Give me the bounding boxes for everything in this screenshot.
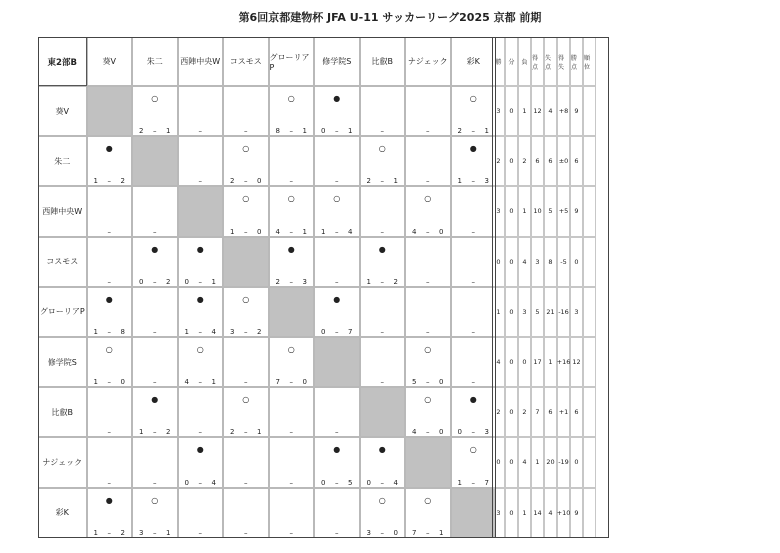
loss-mark-icon: ●: [333, 94, 341, 103]
score-for: 0: [321, 478, 326, 487]
score-against: 2: [166, 277, 171, 286]
stat-value: 2: [496, 408, 501, 417]
stat-value: 3: [496, 107, 501, 116]
stat-value: 17: [533, 358, 542, 367]
stat-value: 5: [535, 307, 540, 316]
score-dash: –: [107, 227, 111, 236]
stat-value: +8: [558, 107, 569, 116]
win-mark-icon: ○: [424, 495, 432, 505]
score-against: 2: [166, 428, 171, 437]
score-separator: –: [153, 127, 157, 136]
score-for: 2: [457, 127, 462, 136]
score-for: 0: [139, 277, 144, 286]
score-separator: –: [289, 378, 293, 387]
score-separator: –: [107, 528, 111, 537]
stat-value: -16: [558, 307, 569, 316]
row-team-name: コスモス: [46, 257, 79, 267]
loss-mark-icon: ●: [469, 395, 477, 405]
win-mark-icon: ○: [424, 194, 432, 204]
score-for: 2: [275, 277, 280, 286]
score-dash: –: [380, 127, 384, 136]
score-separator: –: [335, 478, 339, 487]
stat-value: 2: [496, 157, 501, 166]
score-dash: –: [426, 277, 430, 286]
score-for: 7: [412, 528, 417, 537]
stat-value: +1: [558, 408, 569, 417]
stat-header-label: 負: [521, 59, 528, 66]
stat-value: 2: [522, 157, 527, 166]
stat-value: 9: [574, 207, 579, 216]
loss-mark-icon: ●: [196, 294, 204, 304]
score-against: 2: [120, 528, 125, 537]
stat-value: 8: [548, 257, 553, 266]
score-separator: –: [289, 127, 293, 136]
stat-value: 1: [522, 508, 527, 517]
win-mark-icon: ○: [378, 495, 386, 505]
row-team-name: 西陣中央W: [42, 206, 83, 216]
win-mark-icon: ○: [242, 144, 250, 154]
score-against: 3: [484, 177, 489, 186]
stat-value: 6: [535, 157, 540, 166]
stat-header-label: 失点: [545, 54, 552, 71]
stat-value: 14: [533, 508, 542, 517]
win-mark-icon: ○: [242, 395, 250, 405]
score-for: 4: [412, 227, 417, 236]
score-against: 0: [302, 378, 307, 387]
score-separator: –: [107, 327, 111, 336]
score-dash: –: [335, 428, 339, 437]
stat-value: 6: [548, 157, 553, 166]
column-team-name: グローリアP: [269, 52, 310, 72]
stat-value: -5: [560, 257, 567, 266]
score-separator: –: [198, 478, 202, 487]
loss-mark-icon: ●: [151, 395, 159, 405]
stat-value: 0: [509, 107, 514, 116]
stat-value: 4: [522, 458, 527, 467]
score-dash: –: [426, 127, 430, 136]
score-for: 1: [93, 378, 98, 387]
score-against: 4: [348, 227, 353, 236]
score-for: 1: [93, 177, 98, 186]
column-team-name: 比叡B: [371, 57, 393, 66]
score-against: 2: [120, 177, 125, 186]
score-for: 1: [366, 277, 371, 286]
score-for: 4: [184, 378, 189, 387]
win-mark-icon: ○: [469, 445, 477, 455]
stat-value: 1: [522, 107, 527, 116]
row-team-name: グローリアP: [39, 307, 85, 317]
score-against: 1: [257, 428, 262, 437]
score-against: 1: [211, 378, 216, 387]
score-separator: –: [244, 227, 248, 236]
win-mark-icon: ○: [196, 345, 204, 354]
loss-mark-icon: ●: [196, 445, 204, 455]
score-for: 1: [93, 528, 98, 537]
score-separator: –: [335, 127, 339, 136]
score-dash: –: [471, 327, 475, 336]
score-for: 8: [275, 127, 280, 136]
score-for: 2: [230, 177, 235, 186]
win-mark-icon: ○: [287, 345, 295, 354]
score-dash: –: [107, 478, 111, 487]
score-dash: –: [471, 277, 475, 286]
row-team-name: 修学院S: [47, 357, 77, 367]
score-against: 0: [439, 227, 444, 236]
stat-value: 0: [509, 508, 514, 517]
score-separator: –: [153, 428, 157, 437]
win-mark-icon: ○: [424, 345, 432, 354]
stat-value: 6: [548, 408, 553, 417]
stats-frame: [492, 37, 609, 538]
stat-value: 4: [522, 257, 527, 266]
stat-header-label: 順位: [584, 54, 591, 71]
score-separator: –: [380, 277, 384, 286]
stat-value: ±0: [558, 157, 569, 166]
stat-value: 1: [496, 307, 501, 316]
win-mark-icon: ○: [242, 194, 250, 204]
score-for: 1: [321, 227, 326, 236]
win-mark-icon: ○: [378, 144, 386, 154]
loss-mark-icon: ●: [287, 244, 295, 254]
score-dash: –: [335, 277, 339, 286]
loss-mark-icon: ●: [196, 244, 204, 254]
loss-mark-icon: ●: [105, 144, 113, 154]
stat-value: 21: [546, 307, 555, 316]
score-for: 1: [230, 227, 235, 236]
loss-mark-icon: ●: [378, 244, 386, 254]
score-dash: –: [244, 528, 248, 537]
win-mark-icon: ○: [287, 194, 295, 204]
score-dash: –: [289, 428, 293, 437]
score-dash: –: [198, 428, 202, 437]
stat-value: 0: [574, 458, 579, 467]
grid-frame: [38, 37, 496, 538]
column-team-name: 朱二: [146, 57, 163, 66]
score-for: 0: [184, 277, 189, 286]
page-title: 第6回京都建物杯 JFA U-11 サッカーリーグ2025 京都 前期: [238, 11, 542, 24]
score-separator: –: [471, 177, 475, 186]
column-team-name: コスモス: [229, 57, 262, 66]
score-separator: –: [153, 277, 157, 286]
stat-value: 0: [509, 207, 514, 216]
column-team-name: ナジェック: [407, 57, 448, 66]
score-dash: –: [244, 478, 248, 487]
score-separator: –: [471, 428, 475, 437]
score-for: 0: [366, 478, 371, 487]
win-mark-icon: ○: [469, 94, 477, 103]
score-dash: –: [153, 327, 157, 336]
score-against: 0: [257, 227, 262, 236]
score-for: 1: [457, 478, 462, 487]
score-for: 1: [184, 327, 189, 336]
score-dash: –: [335, 528, 339, 537]
stat-value: 12: [572, 358, 581, 367]
stat-value: 12: [533, 107, 542, 116]
score-separator: –: [244, 177, 248, 186]
stat-header-label: 勝: [495, 59, 502, 66]
stat-value: 3: [496, 207, 501, 216]
score-against: 0: [439, 378, 444, 387]
score-separator: –: [426, 378, 430, 387]
score-dash: –: [198, 177, 202, 186]
stat-value: 1: [522, 207, 527, 216]
loss-mark-icon: ●: [151, 244, 159, 254]
stat-header-label: 得失: [558, 54, 565, 71]
row-team-name: 朱二: [54, 156, 71, 166]
score-dash: –: [244, 127, 248, 136]
stat-value: 7: [535, 408, 540, 417]
score-for: 0: [457, 428, 462, 437]
score-against: 1: [166, 528, 171, 537]
score-dash: –: [153, 378, 157, 387]
stat-value: 3: [496, 508, 501, 517]
score-separator: –: [471, 478, 475, 487]
loss-mark-icon: ●: [333, 445, 341, 455]
column-team-name: 西陣中央W: [180, 57, 221, 66]
score-against: 5: [348, 478, 353, 487]
stat-header-label: 得点: [532, 54, 539, 71]
score-for: 2: [366, 177, 371, 186]
stat-value: 0: [509, 307, 514, 316]
score-separator: –: [471, 127, 475, 136]
stat-value: 20: [546, 458, 555, 467]
score-separator: –: [289, 227, 293, 236]
stat-value: 3: [535, 257, 540, 266]
score-against: 1: [484, 127, 489, 136]
score-dash: –: [107, 277, 111, 286]
score-against: 0: [439, 428, 444, 437]
row-team-name: 彩K: [55, 508, 69, 518]
score-dash: –: [289, 478, 293, 487]
score-for: 0: [321, 327, 326, 336]
score-dash: –: [198, 127, 202, 136]
score-for: 4: [275, 227, 280, 236]
score-separator: –: [198, 378, 202, 387]
corner-label: 東2部B: [47, 57, 77, 68]
stat-value: +5: [558, 207, 569, 216]
score-separator: –: [198, 327, 202, 336]
stat-value: +10: [556, 508, 571, 517]
score-against: 7: [348, 327, 353, 336]
score-for: 1: [457, 177, 462, 186]
loss-mark-icon: ●: [469, 144, 477, 154]
stat-value: 0: [496, 458, 501, 467]
score-dash: –: [335, 177, 339, 186]
score-for: 3: [366, 528, 371, 537]
win-mark-icon: ○: [151, 94, 159, 103]
stat-value: 0: [496, 257, 501, 266]
row-team-name: 葵V: [55, 106, 69, 116]
score-separator: –: [335, 227, 339, 236]
win-mark-icon: ○: [105, 345, 113, 354]
score-for: 7: [275, 378, 280, 387]
stat-value: 9: [574, 107, 579, 116]
score-dash: –: [244, 378, 248, 387]
score-against: 1: [302, 227, 307, 236]
score-dash: –: [289, 177, 293, 186]
score-against: 0: [393, 528, 398, 537]
stat-value: 0: [522, 358, 527, 367]
stat-value: 6: [574, 408, 579, 417]
score-separator: –: [289, 277, 293, 286]
score-dash: –: [471, 227, 475, 236]
score-separator: –: [335, 327, 339, 336]
score-dash: –: [380, 378, 384, 387]
loss-mark-icon: ●: [378, 445, 386, 455]
loss-mark-icon: ●: [105, 294, 113, 304]
score-against: 1: [166, 127, 171, 136]
score-separator: –: [107, 378, 111, 387]
score-for: 2: [230, 428, 235, 437]
score-separator: –: [244, 428, 248, 437]
score-dash: –: [380, 327, 384, 336]
stat-value: 0: [509, 257, 514, 266]
column-team-name: 葵V: [102, 57, 116, 66]
score-against: 7: [484, 478, 489, 487]
score-separator: –: [107, 177, 111, 186]
score-against: 1: [393, 177, 398, 186]
score-for: 3: [230, 327, 235, 336]
score-against: 3: [302, 277, 307, 286]
score-for: 5: [412, 378, 417, 387]
stat-value: 0: [509, 408, 514, 417]
column-team-name: 修学院S: [322, 57, 352, 66]
stat-value: 0: [509, 157, 514, 166]
stat-value: 4: [548, 508, 553, 517]
score-separator: –: [244, 327, 248, 336]
score-against: 4: [211, 327, 216, 336]
stat-value: 1: [535, 458, 540, 467]
stat-value: 3: [574, 307, 579, 316]
score-against: 1: [302, 127, 307, 136]
score-against: 0: [120, 378, 125, 387]
score-against: 4: [211, 478, 216, 487]
score-separator: –: [153, 528, 157, 537]
win-mark-icon: ○: [242, 294, 250, 304]
stat-header-label: 勝点: [571, 54, 578, 71]
score-dash: –: [153, 478, 157, 487]
stat-value: +16: [556, 358, 571, 367]
score-dash: –: [426, 177, 430, 186]
stat-value: 6: [574, 157, 579, 166]
loss-mark-icon: ●: [105, 495, 113, 505]
stat-value: 5: [548, 207, 553, 216]
score-against: 0: [257, 177, 262, 186]
column-team-name: 彩K: [466, 57, 480, 66]
score-for: 0: [321, 127, 326, 136]
stat-value: 3: [522, 307, 527, 316]
loss-mark-icon: ●: [333, 294, 341, 304]
score-against: 1: [348, 127, 353, 136]
stat-value: 4: [496, 358, 501, 367]
stat-value: 1: [548, 358, 553, 367]
win-mark-icon: ○: [333, 194, 341, 204]
stat-value: 9: [574, 508, 579, 517]
win-mark-icon: ○: [424, 395, 432, 405]
score-against: 1: [439, 528, 444, 537]
score-for: 0: [184, 478, 189, 487]
win-mark-icon: ○: [151, 495, 159, 505]
score-for: 1: [93, 327, 98, 336]
score-for: 4: [412, 428, 417, 437]
score-separator: –: [380, 177, 384, 186]
stat-value: 0: [509, 358, 514, 367]
score-against: 3: [484, 428, 489, 437]
score-separator: –: [198, 277, 202, 286]
score-dash: –: [198, 528, 202, 537]
score-dash: –: [153, 227, 157, 236]
score-dash: –: [380, 227, 384, 236]
score-separator: –: [380, 478, 384, 487]
score-for: 2: [139, 127, 144, 136]
score-for: 1: [139, 428, 144, 437]
row-team-name: 比叡B: [51, 407, 73, 417]
row-team-name: ナジェック: [42, 457, 83, 467]
score-against: 1: [211, 277, 216, 286]
score-dash: –: [426, 327, 430, 336]
score-against: 4: [393, 478, 398, 487]
score-dash: –: [471, 378, 475, 387]
stat-value: 2: [522, 408, 527, 417]
stat-value: 0: [509, 458, 514, 467]
score-against: 2: [257, 327, 262, 336]
score-separator: –: [380, 528, 384, 537]
score-against: 8: [120, 327, 125, 336]
score-separator: –: [426, 528, 430, 537]
stat-header-label: 分: [508, 59, 515, 66]
stat-value: -19: [558, 458, 569, 467]
score-for: 3: [139, 528, 144, 537]
stat-value: 4: [548, 107, 553, 116]
score-dash: –: [289, 528, 293, 537]
stat-value: 0: [574, 257, 579, 266]
score-dash: –: [107, 428, 111, 437]
score-separator: –: [426, 428, 430, 437]
stat-value: 10: [533, 207, 542, 216]
score-against: 2: [393, 277, 398, 286]
score-separator: –: [426, 227, 430, 236]
win-mark-icon: ○: [287, 94, 295, 103]
